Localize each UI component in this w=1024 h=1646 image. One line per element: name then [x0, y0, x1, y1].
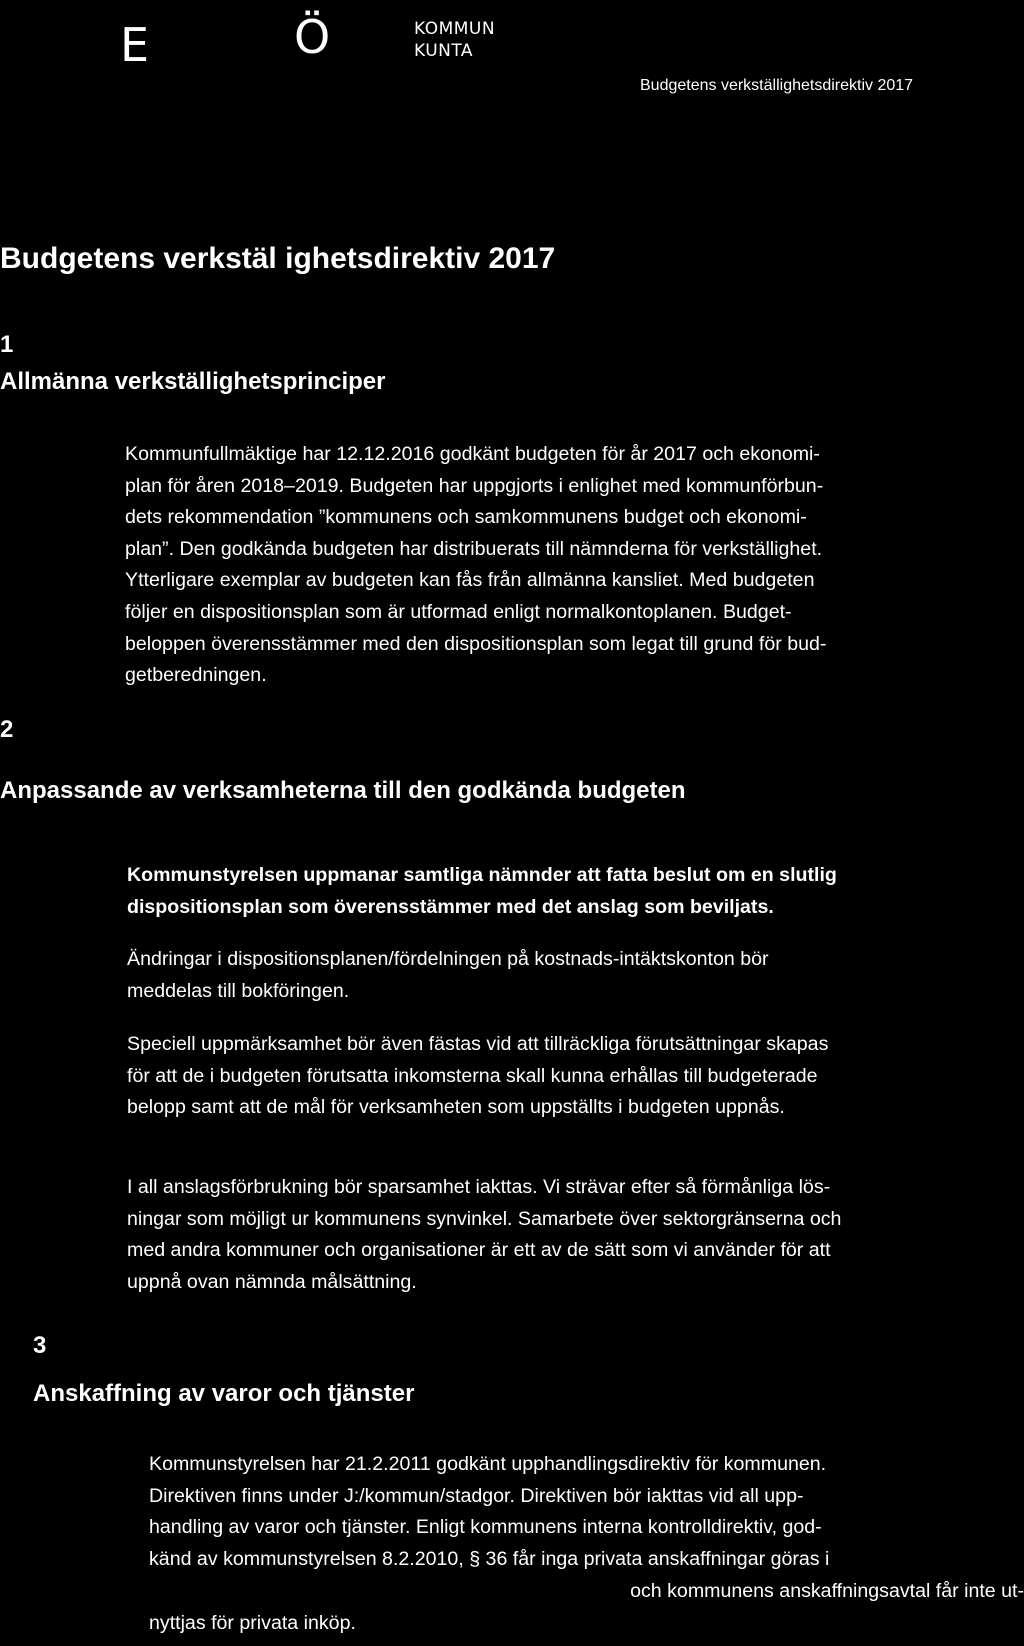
section-paragraph: Speciell uppmärksamhet bör även fästas vid att tillräckliga förutsättningar skapas för att de i budgeten förutsatta inkomsterna skall kunna erhållas till budgeterade belopp samt att de mål för verksamheten som uppställts i budgeten uppnås.: [127, 1033, 829, 1119]
section-paragraph: Kommunstyrelsen har 21.2.2011 godkänt upphandlingsdirektiv för kommunen. Direktiven finns under J:/kommun/stadgor. Direktiven bör iakttas vid all upp- handling av varor och tjänster. Enligt kommunens interna kontrolldirektiv, god- känd av kommunstyrelsen 8.2.2010, § 36 får inga privata anskaffningar göras i: [149, 1453, 830, 1570]
document-title: Budgetens verkstäl ighetsdirektiv 2017: [0, 242, 556, 275]
section-heading: Allmänna verkställighetsprinciper: [0, 368, 386, 395]
section-number: 3: [33, 1332, 47, 1359]
section-number: 1: [0, 331, 14, 358]
section-paragraph: Kommunfullmäktige har 12.12.2016 godkänt budgeten för år 2017 och ekonomi- plan för åren 2018–2019. Budgeten har uppgjorts i enlighet med kommunförbun- dets rekommendation ”kommunens och samkommunens budget och ekonomi- plan”. Den godkända budgeten har distribuerats till nämnderna för verkställighet. Ytterligare exemplar av budgeten kan fås från allmänna kansliet. Med budgeten följer en dispositionsplan som är utformad enligt normalkontoplanen. Budget- beloppen överensstämmer med den dispositionsplan som legat till grund för bud- getberedningen.: [125, 443, 827, 687]
section-paragraph: nyttjas för privata inköp.: [149, 1612, 356, 1634]
section-paragraph: Ändringar i dispositionsplanen/fördelningen på kostnads-intäktskonton bör meddelas till bokföringen.: [127, 948, 769, 1002]
section-number: 2: [0, 716, 14, 743]
section-paragraph: Kommunstyrelsen uppmanar samtliga nämnder att fatta beslut om en slutlig dispositionsplan som överensstämmer med det anslag som beviljats.: [127, 864, 837, 918]
running-header-title: Budgetens verkställighetsdirektiv 2017: [640, 77, 914, 94]
logo-text-kunta: KUNTA: [414, 41, 474, 61]
logo-letter-e: E: [120, 18, 150, 72]
logo-letter-o: Ö: [294, 10, 331, 64]
logo-text-kommun: KOMMUN: [414, 19, 496, 39]
section-heading: Anpassande av verksamheterna till den godkända budgeten: [0, 777, 686, 804]
section-heading: Anskaffning av varor och tjänster: [33, 1380, 415, 1407]
section-paragraph: och kommunens anskaffningsavtal får inte ut-: [630, 1580, 1024, 1602]
section-paragraph: I all anslagsförbrukning bör sparsamhet iakttas. Vi strävar efter så förmånliga lös- ningar som möjligt ur kommunens synvinkel. Samarbete över sektorgränserna och med andra kommuner och organisationer är ett av de sätt som vi använder för att uppnå ovan nämnda målsättning.: [127, 1176, 842, 1293]
